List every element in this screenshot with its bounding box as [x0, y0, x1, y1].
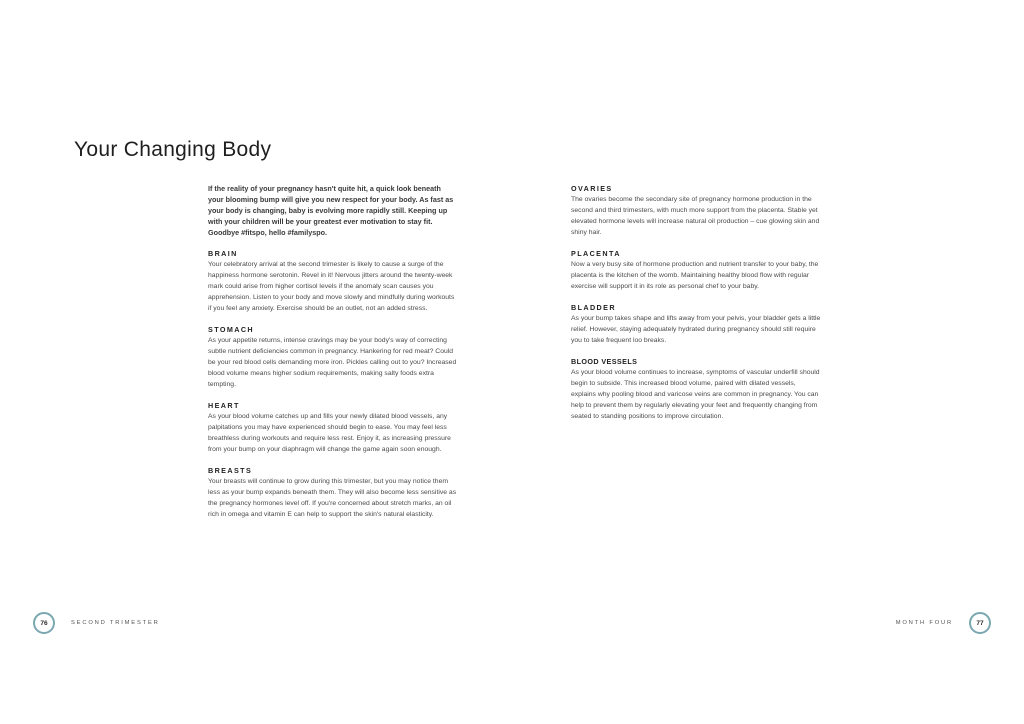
section-body: As your appetite returns, intense cravings may be your body's way of correcting subtle nutrient deficiencies common in pregnancy. Hankering for red meat? Could be your red blood cells demanding more iron. Pickles calling out to you? Increased blood volume means higher sodium requirements, making salty foods extra tempting. [208, 337, 457, 388]
section-brain [208, 248, 458, 314]
section-heading: HEART [208, 401, 240, 410]
page-title: Your Changing Body [74, 138, 272, 161]
section-bladder [571, 302, 821, 346]
section-body: Your breasts will continue to grow during this trimester, but you may notice them less as your bump expands beneath them. They will also become less sensitive as the pregnancy hormones level off. If you're concerned about stretch marks, an oil rich in omega and vitamin E can help to support the skin's natural elasticity. [208, 478, 457, 518]
footer-right [896, 612, 991, 634]
left-column [208, 183, 458, 530]
section-stomach [208, 324, 458, 390]
section-body: Now a very busy site of hormone production and nutrient transfer to your baby, the placenta is the kitchen of the womb. Maintaining healthy blood flow with regular exercise will support it in its role as personal chef to your baby. [571, 261, 819, 290]
section-ovaries [571, 183, 821, 238]
footer-left [33, 612, 160, 634]
section-heading: BRAIN [208, 249, 238, 258]
section-body: As your bump takes shape and lifts away from your pelvis, your bladder gets a little relief. However, staying adequately hydrated during pregnancy should still require you to take frequent loo breaks. [571, 315, 821, 344]
section-heading: STOMACH [208, 325, 255, 334]
section-body: As your blood volume catches up and fills your newly dilated blood vessels, any palpitations you may have experienced should begin to ease. You may feel less breathless during workouts and require less rest. Enjoy it, as increasing pressure from your bump on your diaphragm will change the game again soon enough. [208, 413, 451, 453]
section-breasts [208, 465, 458, 520]
section-heading: OVARIES [571, 184, 613, 193]
footer-label-right: MONTH FOUR [895, 620, 953, 626]
section-placenta [571, 248, 821, 292]
intro-paragraph: If the reality of your pregnancy hasn't quite hit, a quick look beneath your blooming bump will give you new respect for your body. As fast as your body is changing, baby is evolving more rapidly still. Keeping up with your children will be your greatest ever motivation to stay fit. Goodbye #fitspo, hello #familyspo. [208, 184, 454, 237]
section-body: The ovaries become the secondary site of pregnancy hormone production in the second and third trimesters, with much more support from the placenta. Stable yet elevated hormone levels will increase natural oil production – cue glowing skin and shiny hair. [571, 196, 820, 236]
section-heading: BREASTS [208, 466, 253, 475]
footer-label-left: SECOND TRIMESTER [71, 620, 160, 626]
section-heart [208, 400, 458, 455]
section-heading: BLOOD VESSELS [571, 357, 638, 366]
section-body: Your celebratory arrival at the second trimester is likely to cause a surge of the happiness hormone serotonin. Revel in it! Nervous jitters around the twenty-week mark could arise from higher cortisol levels if the anomaly scan causes you apprehension. Listen to your body and move slowly and mindfully during workouts if you feel any anxiety. Exercise should be an outlet, not an added stress. [208, 261, 455, 312]
section-heading: PLACENTA [571, 249, 621, 258]
page-number-right: 77 [969, 612, 991, 634]
page-number-left: 76 [33, 612, 55, 634]
section-heading: BLADDER [571, 303, 616, 312]
section-body: As your blood volume continues to increase, symptoms of vascular underfill should begin to subside. This increased blood volume, paired with dilated vessels, explains why pooling blood and varicose veins are common in pregnancy. You can help to prevent them by regularly elevating your feet and frequently changing from seated to standing positions to improve circulation. [571, 369, 820, 420]
section-blood-vessels [571, 356, 821, 422]
right-column [571, 183, 821, 432]
